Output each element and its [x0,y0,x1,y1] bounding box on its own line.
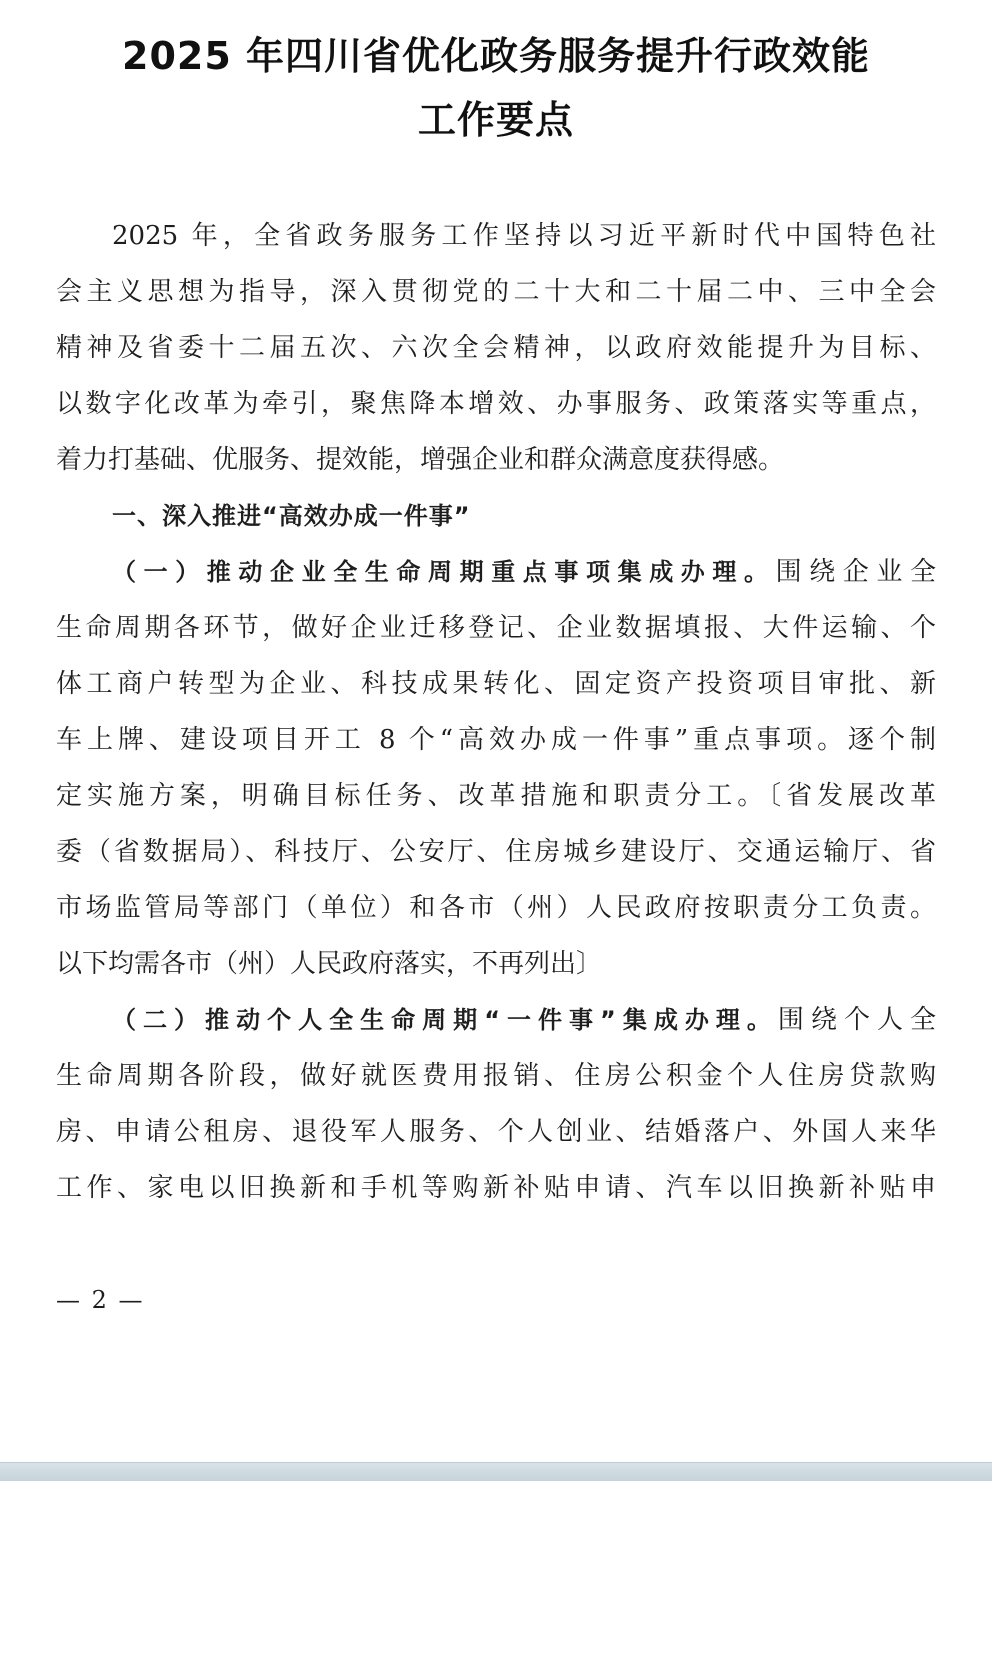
page-number: — 2 — [56,1286,145,1314]
item-1-line: 市场监管局等部门（单位）和各市（州）人民政府按职责分工负责。 [56,893,936,923]
item-2-first-rest: 围绕个人全 [777,1005,936,1035]
item-2-line: 房、申请公租房、退役军人服务、个人创业、结婚落户、外国人来华 [56,1117,936,1147]
item-2-line: 工作、家电以旧换新和手机等购新补贴申请、汽车以旧换新补贴申 [56,1173,936,1203]
intro-line-1: 2025 年，全省政务服务工作坚持以习近平新时代中国特色社 [112,221,936,251]
item-1-line: 以下均需各市（州）人民政府落实，不再列出〕 [56,949,603,979]
item-1-line: 委（省数据局）、科技厅、公安厅、住房城乡建设厅、交通运输厅、省 [56,837,936,867]
next-page-blank-area [0,1481,992,1661]
item-1-line: 定实施方案，明确目标任务、改革措施和职责分工。〔省发展改革 [56,781,936,811]
page-separator [0,1462,992,1481]
intro-line-4: 以数字化改革为牵引，聚焦降本增效、办事服务、政策落实等重点， [56,389,936,419]
item-1-lead: （一）推动企业全生命周期重点事项集成办理。 [112,558,776,586]
item-1-line: 体工商户转型为企业、科技成果转化、固定资产投资项目审批、新 [56,669,936,699]
document-title-line-2: 工作要点 [417,98,574,142]
section-heading: 一、深入推进“高效办成一件事” [112,502,471,530]
document-title-line-1: 2025 年四川省优化政务服务提升行政效能 [122,34,870,78]
item-1-line: 车上牌、建设项目开工 8 个“高效办成一件事”重点事项。逐个制 [56,725,936,755]
item-1-first-line [112,552,936,592]
intro-line-3: 精神及省委十二届五次、六次全会精神，以政府效能提升为目标、 [56,333,936,363]
item-1-first-rest: 围绕企业全 [775,557,936,587]
item-2-first-line [112,1000,936,1040]
item-2-lead: （二）推动个人全生命周期“一件事”集成办理。 [112,1006,778,1034]
intro-line-5: 着力打基础、优服务、提效能，增强企业和群众满意度获得感。 [56,445,785,475]
intro-line-2: 会主义思想为指导，深入贯彻党的二十大和二十届二中、三中全会 [56,277,936,307]
item-1-line: 生命周期各环节，做好企业迁移登记、企业数据填报、大件运输、个 [56,613,936,643]
item-2-line: 生命周期各阶段，做好就医费用报销、住房公积金个人住房贷款购 [56,1061,936,1091]
